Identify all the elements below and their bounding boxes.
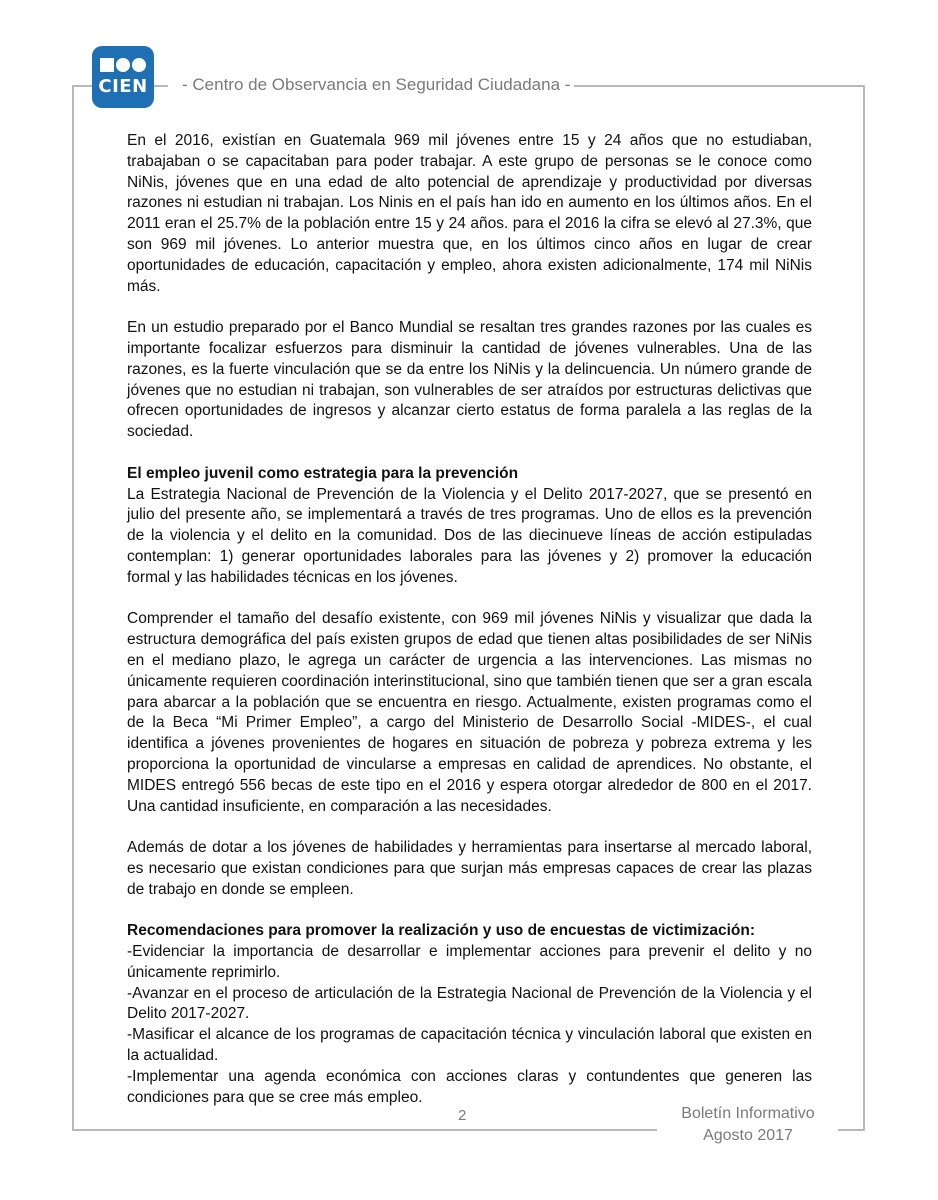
recommendation-item: -Masificar el alcance de los programas de capacitación técnica y vinculación laboral que existen en la actualidad. xyxy=(127,1026,812,1065)
logo-shapes-icon xyxy=(100,58,146,72)
bulletin-title: Boletín Informativo xyxy=(681,1105,815,1122)
bulletin-date: Agosto 2017 xyxy=(703,1127,793,1144)
recommendation-item: -Avanzar en el proceso de articulación de la Estrategia Nacional de Prevención de la Violencia y el Delito 2017-2027. xyxy=(127,984,812,1023)
paragraph-national-strategy: La Estrategia Nacional de Prevención de la Violencia y el Delito 2017-2027, que se presentó en julio del presente año, se implementará a través de tres programas. Uno de ellos es la prevención de la violencia y el delito en la comunidad. Dos de las diecinueve líneas de acción estipuladas contemplan: 1) generar oportunidades laborales para las jóvenes y 2) promover la educación formal y las habilidades técnicas en los jóvenes. xyxy=(127,485,812,586)
recommendation-item: -Evidenciar la importancia de desarrollar e implementar acciones para prevenir el delito y no únicamente reprimirlo. xyxy=(127,943,812,981)
article-body xyxy=(127,131,812,1108)
frame-bottom-right-line xyxy=(838,1129,865,1131)
section-heading-recommendations: Recomendaciones para promover la realización y uso de encuestas de victimización: xyxy=(127,922,755,940)
footer-bulletin xyxy=(660,1103,836,1147)
page-number: 2 xyxy=(458,1107,467,1124)
paragraph-world-bank-study: En un estudio preparado por el Banco Mundial se resaltan tres grandes razones por las cuales es importante focalizar esfuerzos para disminuir la cantidad de jóvenes vulnerables. Una de las razones, es la fuerte vinculación que se da entre los NiNis y la delincuencia. Un número grande de jóvenes que no estudian ni trabajan, son vulnerables de ser atraídos por estructuras delictivas que ofrecen oportunidades de ingresos y alcanzar cierto estatus de forma paralela a las reglas de la sociedad. xyxy=(127,319,812,441)
recommendation-item: -Implementar una agenda económica con acciones claras y contundentes que generen las condiciones para que se cree más empleo. xyxy=(127,1067,812,1106)
frame-right-line xyxy=(863,85,865,1131)
section-heading-youth-employment: El empleo juvenil como estrategia para la prevención xyxy=(127,464,519,482)
paragraph-challenge-size: Comprender el tamaño del desafío existente, con 969 mil jóvenes NiNis y visualizar que dada la estructura demográfica del país existen grupos de edad que tienen altas posibilidades de ser NiNis en el mediano plazo, le agrega un carácter de urgencia a las intervenciones. Las mismas no únicamente requieren coordinación interinstitucional, sino que también tienen que ser a gran escala para abarcar a la población que se encuentra en riesgo. Actualmente, existen programas como el de la Beca “Mi Primer Empleo”, a cargo del Ministerio de Desarrollo Social -MIDES-, el cual identifica a jóvenes provenientes de hogares en situación de pobreza y pobreza extrema y les proporciona la oportunidad de vincularse a empresas en calidad de aprendices. No obstante, el MIDES entregó 556 becas de este tipo en el 2016 y espera otorgar alrededor de 800 en el 2017. Una cantidad insuficiente, en comparación a las necesidades. xyxy=(127,610,812,815)
frame-bottom-left-line xyxy=(72,1129,657,1131)
frame-left-line xyxy=(72,85,74,1131)
header-title: - Centro de Observancia en Seguridad Ciudadana - xyxy=(182,75,571,94)
logo-text: CIEN xyxy=(98,76,148,97)
paragraph-labor-conditions: Además de dotar a los jóvenes de habilidades y herramientas para insertarse al mercado laboral, es necesario que existan condiciones para que surjan más empresas capaces de crear las plazas de trabajo en donde se empleen. xyxy=(127,839,812,898)
paragraph-ninis-statistics: En el 2016, existían en Guatemala 969 mil jóvenes entre 15 y 24 años que no estudiaban, trabajaban o se capacitaban para poder trabajar. A este grupo de personas se le conoce como NiNis, jóvenes que en una edad de alto potencial de aprendizaje y productividad por diversas razones ni estudian ni trabajan. Los Ninis en el país han ido en aumento en los últimos años. En el 2011 eran el 25.7% de la población entre 15 y 24 años. para el 2016 la cifra se elevó al 27.3%, que son 969 mil jóvenes. Lo anterior muestra que, en los últimos cinco años en lugar de crear oportunidades de educación, capacitación y empleo, ahora existen adicionalmente, 174 mil NiNis más. xyxy=(127,132,812,295)
frame-top-right-line xyxy=(574,85,865,87)
cien-logo xyxy=(92,46,154,108)
